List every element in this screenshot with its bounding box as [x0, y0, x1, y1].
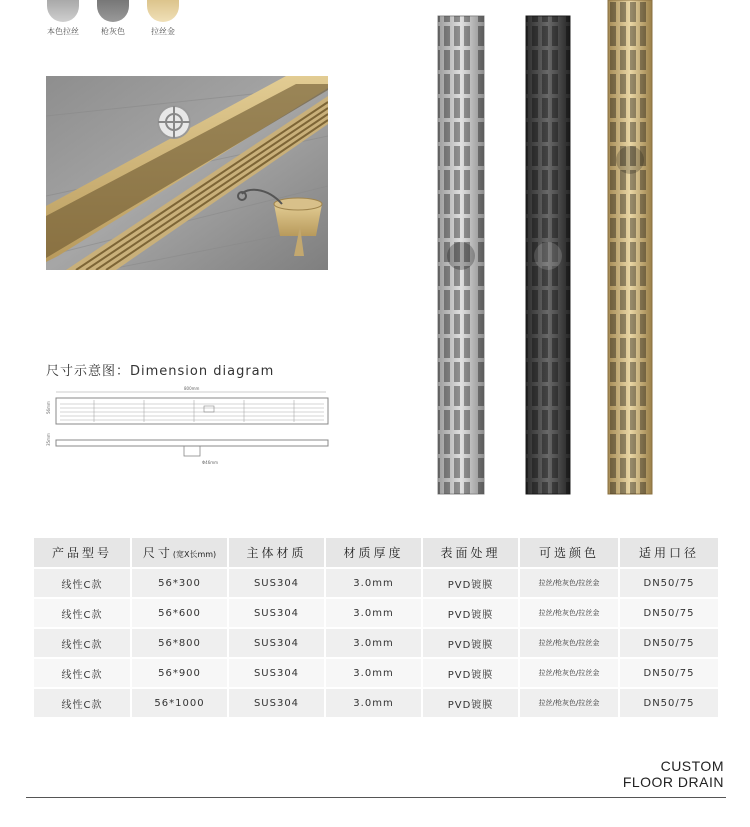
cell-finish: PVD镀膜 [422, 628, 519, 658]
cell-colors: 拉丝/枪灰色/拉丝金 [519, 598, 619, 628]
swatch-natural [43, 0, 83, 37]
cell-model: 线性C款 [34, 688, 131, 718]
cell-size: 56*600 [131, 598, 228, 628]
cell-model: 线性C款 [34, 568, 131, 598]
cell-diameter: DN50/75 [619, 658, 719, 688]
header-size-unit: (宽X长mm) [172, 550, 217, 559]
dim-outlet-label: Φ46mm [202, 460, 219, 465]
cell-colors: 拉丝/枪灰色/拉丝金 [519, 688, 619, 718]
dimension-diagram [44, 386, 334, 468]
product-drain-bars [430, 0, 670, 500]
spec-table [34, 538, 720, 719]
table-row [34, 688, 719, 718]
brand-line-1: CUSTOM [660, 758, 724, 774]
dim-length-label: 800mm [184, 386, 200, 391]
cell-model: 线性C款 [34, 598, 131, 628]
swatch-gold-label: 拉丝金 [151, 27, 175, 36]
table-row [34, 568, 719, 598]
table-row [34, 598, 719, 628]
cell-thickness: 3.0mm [325, 658, 422, 688]
cell-diameter: DN50/75 [619, 568, 719, 598]
table-row [34, 628, 719, 658]
cell-colors: 拉丝/枪灰色/拉丝金 [519, 568, 619, 598]
cell-model: 线性C款 [34, 658, 131, 688]
cell-material: SUS304 [228, 568, 325, 598]
header-thickness: 材质厚度 [325, 538, 422, 568]
swatch-natural-color [47, 0, 79, 22]
brand-text [623, 758, 724, 790]
brand-line-2: FLOOR DRAIN [622, 774, 724, 790]
swatch-gunmetal-color [97, 0, 129, 22]
product-photo [46, 76, 328, 270]
cell-size: 56*900 [131, 658, 228, 688]
cell-material: SUS304 [228, 628, 325, 658]
cell-finish: PVD镀膜 [422, 658, 519, 688]
table-row [34, 658, 719, 688]
swatch-gunmetal-label: 枪灰色 [101, 27, 125, 36]
header-size [131, 538, 228, 568]
cell-finish: PVD镀膜 [422, 598, 519, 628]
dimension-title: 尺寸示意图：Dimension diagram [46, 364, 275, 379]
cell-material: SUS304 [228, 688, 325, 718]
cell-thickness: 3.0mm [325, 688, 422, 718]
header-finish: 表面处理 [422, 538, 519, 568]
cell-model: 线性C款 [34, 628, 131, 658]
swatch-gold [143, 0, 183, 37]
cell-size: 56*800 [131, 628, 228, 658]
dim-height-label: 35mm [46, 433, 51, 446]
cell-diameter: DN50/75 [619, 628, 719, 658]
cell-thickness: 3.0mm [325, 598, 422, 628]
swatch-gunmetal [93, 0, 133, 37]
cell-thickness: 3.0mm [325, 568, 422, 598]
cell-colors: 拉丝/枪灰色/拉丝金 [519, 628, 619, 658]
cell-material: SUS304 [228, 598, 325, 628]
cell-size: 56*1000 [131, 688, 228, 718]
table-header-row [34, 538, 719, 568]
header-model: 产品型号 [34, 538, 131, 568]
cell-diameter: DN50/75 [619, 688, 719, 718]
cell-colors: 拉丝/枪灰色/拉丝金 [519, 658, 619, 688]
cell-size: 56*300 [131, 568, 228, 598]
footer-divider [26, 797, 726, 798]
header-material: 主体材质 [228, 538, 325, 568]
header-diameter: 适用口径 [619, 538, 719, 568]
header-size-label: 尺寸 [142, 546, 173, 560]
cell-thickness: 3.0mm [325, 628, 422, 658]
dim-width-label: 56mm [46, 401, 51, 414]
cell-finish: PVD镀膜 [422, 568, 519, 598]
cell-material: SUS304 [228, 658, 325, 688]
header-colors: 可选颜色 [519, 538, 619, 568]
cell-finish: PVD镀膜 [422, 688, 519, 718]
swatch-gold-color [147, 0, 179, 22]
swatch-natural-label: 本色拉丝 [47, 27, 79, 36]
cell-diameter: DN50/75 [619, 598, 719, 628]
